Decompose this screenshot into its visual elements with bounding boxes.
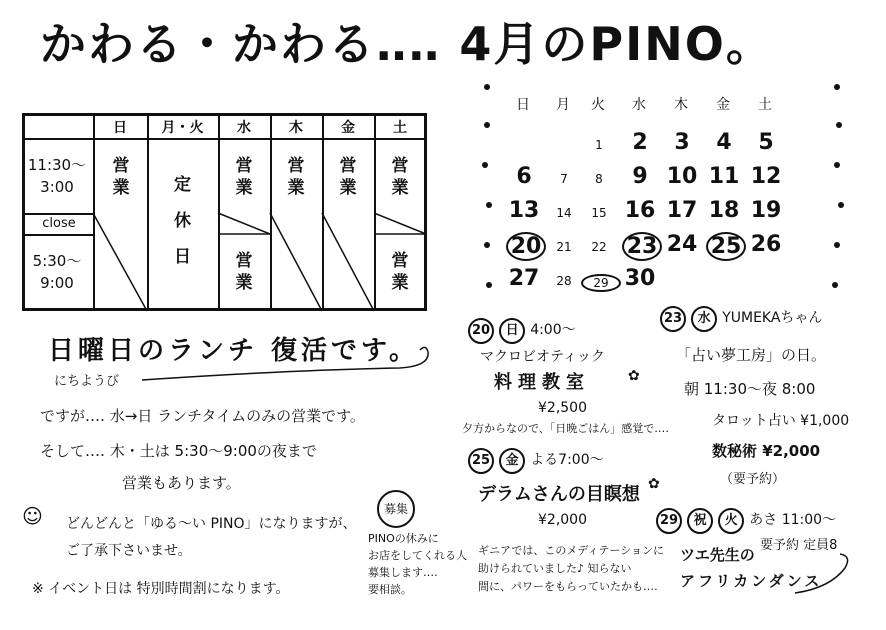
event-20: 20 日 4:00〜 — [468, 318, 576, 344]
smiley-crown-icon: ☺ — [22, 504, 43, 528]
event-20-price: ¥2,500 — [538, 400, 587, 416]
header-fri: 金 — [341, 120, 355, 136]
fri-lunch-open: 営業 — [339, 156, 357, 198]
event-25-price: ¥2,000 — [538, 512, 587, 528]
event-29-title-2: アフリカンダンス — [680, 572, 823, 590]
swirl-decoration — [790, 548, 860, 598]
calendar-day: 19 — [750, 198, 782, 223]
calendar-day: 24 — [666, 232, 698, 257]
calendar-day: 28 — [556, 274, 572, 288]
calendar-day: 1 — [595, 138, 603, 152]
calendar-day: 7 — [560, 172, 568, 186]
event-20-note: 夕方からなので、「日晩ごはん」感覚で‥‥ — [462, 422, 669, 435]
calendar-day: 22 — [591, 240, 607, 254]
calendar-day: 15 — [591, 206, 607, 220]
event-20-title-1: マクロビオティック — [480, 349, 605, 365]
notice-line-3: 営業もあります。 — [122, 474, 241, 492]
wed-dinner-open: 営業 — [235, 251, 253, 293]
notice-line-6: ※ イベント日は 特別時間割になります。 — [32, 581, 290, 597]
sat-lunch-open: 営業 — [391, 156, 409, 198]
calendar-day: 9 — [632, 164, 648, 189]
calendar-day: 18 — [708, 198, 740, 223]
calendar-day: 26 — [750, 232, 782, 257]
wed-lunch-open: 営業 — [235, 156, 253, 198]
event-20-title-2: 料理教室 — [494, 372, 590, 393]
event-29-title-1: ツエ先生の — [680, 546, 755, 564]
calendar-day: 4 — [716, 130, 732, 155]
calendar-weekday: 土 — [758, 97, 772, 113]
close-label: close — [42, 216, 76, 231]
calendar-weekday: 金 — [716, 97, 730, 113]
event-25: 25 金 よる7:00〜 — [468, 448, 604, 474]
header-sun: 日 — [113, 120, 127, 136]
mon-tue-holiday: 定休日 — [174, 175, 191, 267]
event-25-title: デラムさんの目瞑想 — [478, 484, 640, 505]
event-23: 23 水 YUMEKAちゃん — [660, 306, 822, 332]
calendar-weekday: 水 — [632, 97, 646, 113]
event-23-item-2-note: （要予約） — [720, 472, 786, 487]
calendar-weekday: 月 — [556, 97, 570, 113]
calendar-day: 2 — [632, 130, 648, 155]
weekly-schedule-table — [22, 113, 427, 311]
calendar-weekday: 日 — [516, 97, 530, 113]
calendar-day: 25 — [706, 232, 746, 261]
calendar-day: 16 — [624, 198, 656, 223]
calendar-day: 23 — [622, 232, 662, 261]
heading-furigana: にちようび — [54, 374, 120, 389]
calendar-day: 20 — [506, 232, 546, 261]
page-title: かわる・かわる‥‥ 4月のPINO。 — [40, 17, 774, 71]
sat-dinner-open: 営業 — [391, 251, 409, 293]
calendar-day: 8 — [595, 172, 603, 186]
thu-lunch-open: 営業 — [287, 156, 305, 198]
calendar-day: 30 — [624, 266, 656, 291]
flower-icon: ✿ — [628, 368, 640, 384]
calendar-day: 5 — [758, 130, 774, 155]
recruit-text: PINOの休みに お店をしてくれる人 募集します‥‥ 要相談。 — [368, 532, 467, 596]
notice-line-5: ご了承下さいませ。 — [66, 543, 192, 559]
calendar-day: 3 — [674, 130, 690, 155]
calendar-day: 27 — [508, 266, 540, 291]
event-29: 29 祝 火 あさ 11:00〜 — [656, 508, 836, 534]
event-23-time: 朝 11:30〜夜 8:00 — [684, 380, 816, 398]
underline-swirl — [140, 340, 440, 385]
april-calendar — [482, 82, 842, 302]
event-25-note: ギニアでは、このメディテーションに 助けられていました♪ 知らない 間に、パワーをもらっていたかも‥‥ — [478, 544, 665, 593]
notice-line-4: どんどんと「ゆる〜い PINO」になりますが、 — [66, 516, 357, 532]
event-23-title: 「占い夢工房」の日。 — [676, 346, 827, 364]
notice-line-2: そして‥‥ 木・土は 5:30〜9:00の夜まで — [40, 442, 317, 460]
header-sat: 土 — [393, 120, 407, 136]
notice-line-1: ですが‥‥ 水→日 ランチタイムのみの営業です。 — [40, 407, 365, 425]
calendar-day: 17 — [666, 198, 698, 223]
header-wed: 水 — [237, 120, 251, 136]
calendar-day: 11 — [708, 164, 740, 189]
calendar-day: 21 — [556, 240, 572, 254]
calendar-weekday: 木 — [674, 97, 688, 113]
sunday-lunch-heading: 日曜日のランチ 復活です。 — [48, 336, 419, 366]
event-23-item-2: 数秘術 ¥2,000 — [712, 442, 821, 460]
header-thu: 木 — [289, 120, 303, 136]
recruit-badge: 募集 — [377, 490, 415, 528]
event-23-item-1: タロット占い ¥1,000 — [712, 413, 850, 429]
sun-lunch-open: 営業 — [112, 156, 130, 198]
calendar-day: 12 — [750, 164, 782, 189]
closed-slot-hatching — [25, 116, 430, 314]
dinner-time: 5:30〜9:00 — [32, 252, 82, 292]
calendar-day: 13 — [508, 198, 540, 223]
event-29-note: 要予約 定員8 — [760, 538, 838, 553]
calendar-day: 6 — [516, 164, 532, 189]
calendar-day: 10 — [666, 164, 698, 189]
header-mon-tue: 月・火 — [161, 120, 204, 136]
calendar-weekday: 火 — [591, 97, 605, 113]
lunch-time: 11:30〜3:00 — [27, 156, 87, 196]
calendar-day: 29 — [581, 274, 621, 292]
flower-icon: ✿ — [648, 476, 660, 492]
calendar-day: 14 — [556, 206, 572, 220]
